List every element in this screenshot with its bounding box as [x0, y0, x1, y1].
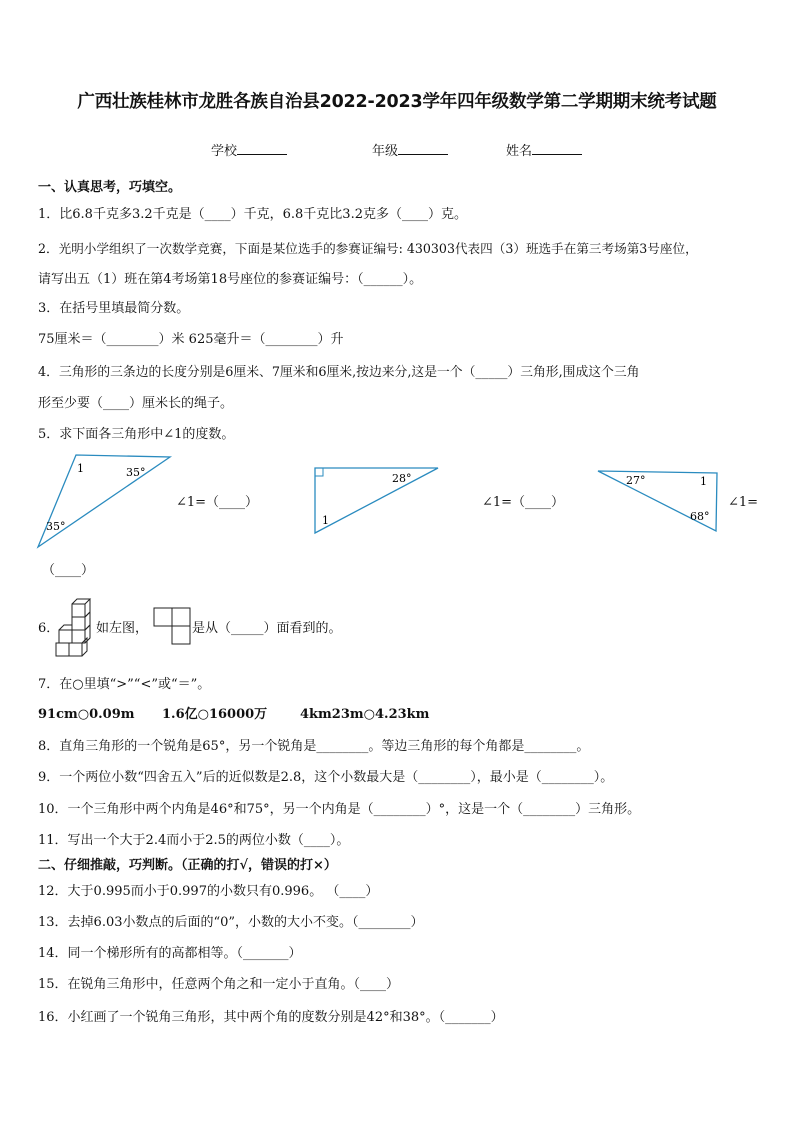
triangle-1-figure	[30, 450, 180, 555]
school-field[interactable]	[211, 140, 287, 159]
triangle-2-figure	[308, 460, 444, 540]
question-15: 15．在锐角三角形中，任意两个角之和一定小于直角。（____）	[38, 977, 400, 992]
question-6-number: 6．	[38, 621, 60, 636]
question-5-answer-1[interactable]: ∠1=（____）	[176, 495, 259, 510]
question-7-item-c: 4km23m○4.23km	[300, 707, 430, 722]
section-1-heading: 一、认真思考，巧填空。	[38, 180, 182, 195]
question-9: 9．一个两位小数“四舍五入”后的近似数是2.8，这个小数最大是（________），最小是（________）。	[38, 770, 614, 785]
school-label: 学校	[211, 144, 238, 159]
view-shape-lines	[154, 608, 190, 644]
triangle-3-angle-a: 27°	[626, 474, 646, 487]
name-label: 姓名	[506, 144, 533, 159]
grade-field[interactable]	[372, 140, 448, 159]
question-4-line-2: 形至少要（____）厘米长的绳子。	[38, 396, 234, 411]
question-4-line-1: 4．三角形的三条边的长度分别是6厘米、7厘米和6厘米,按边来分,这是一个（_____）三角形,围成这个三角	[38, 365, 640, 380]
question-6-text-1: 如左图，	[96, 621, 149, 636]
question-2-line-1: 2．光明小学组织了一次数学竞赛，下面是某位选手的参赛证编号: 430303代表四（3）班选手在第三考场第3号座位，	[38, 241, 698, 256]
question-10: 10．一个三角形中两个内角是46°和75°，另一个内角是（________）°，这是一个（________）三角形。	[38, 802, 641, 817]
triangle-1-angle-label: 1	[77, 462, 84, 475]
question-11: 11．写出一个大于2.4而小于2.5的两位小数（____）。	[38, 833, 350, 848]
question-6-text-2: 是从（_____）面看到的。	[192, 621, 342, 636]
page-title: 广西壮族桂林市龙胜各族自治县2022-2023学年四年级数学第二学期期末统考试题	[77, 92, 717, 112]
triangle-3-angle-b: 68°	[690, 510, 710, 523]
name-blank[interactable]	[532, 142, 582, 155]
question-7: 7．在○里填“>”“<”或“＝”。	[38, 677, 211, 692]
grade-label: 年级	[372, 144, 399, 159]
question-12: 12．大于0.995而小于0.997的小数只有0.996。 （____）	[38, 884, 379, 899]
question-5-answer-3-label: ∠1=	[728, 495, 759, 510]
right-angle-mark	[315, 468, 323, 476]
question-5-answer-3[interactable]: （____）	[42, 563, 95, 578]
question-7-item-a: 91cm○0.09m	[38, 707, 135, 722]
section-2-heading: 二、仔细推敲，巧判断。（正确的打√，错误的打×）	[38, 858, 337, 873]
question-2-line-2: 请写出五（1）班在第4考场第18号座位的参赛证编号：（______）。	[38, 272, 423, 287]
question-5-answer-2[interactable]: ∠1=（____）	[482, 495, 565, 510]
question-7-item-b: 1.6亿○16000万	[162, 707, 268, 722]
question-3-items: 75厘米＝（________）米 625毫升＝（________）升	[38, 332, 344, 347]
cube-stack-lines	[56, 599, 90, 656]
name-field[interactable]	[506, 140, 582, 159]
question-3: 3．在括号里填最简分数。	[38, 301, 190, 316]
question-8: 8．直角三角形的一个锐角是65°，另一个锐角是________。等边三角形的每个角都是________。	[38, 739, 590, 754]
question-5: 5．求下面各三角形中∠1的度数。	[38, 427, 235, 442]
question-16: 16．小红画了一个锐角三角形，其中两个角的度数分别是42°和38°。（_______）	[38, 1010, 504, 1025]
triangle-2-angle-label: 1	[322, 514, 329, 527]
grade-blank[interactable]	[398, 142, 448, 155]
question-13: 13．去掉6.03小数点的后面的“0”，小数的大小不变。（________）	[38, 915, 424, 930]
school-blank[interactable]	[237, 142, 287, 155]
question-1: 1．比6.8千克多3.2千克是（____）千克，6.8千克比3.2克多（____）克。	[38, 207, 467, 222]
triangle-3-figure	[592, 463, 722, 537]
triangle-2-angle-a: 28°	[392, 472, 412, 485]
triangle-3-angle-label: 1	[700, 475, 707, 488]
triangle-1-angle-b: 35°	[46, 520, 66, 533]
view-shape-figure	[152, 606, 194, 646]
cube-stack-figure	[55, 594, 99, 660]
triangle-1-shape	[38, 455, 170, 547]
triangle-1-angle-a: 35°	[126, 466, 146, 479]
triangle-2-shape	[315, 468, 438, 533]
question-14: 14．同一个梯形所有的高都相等。（_______）	[38, 946, 302, 961]
